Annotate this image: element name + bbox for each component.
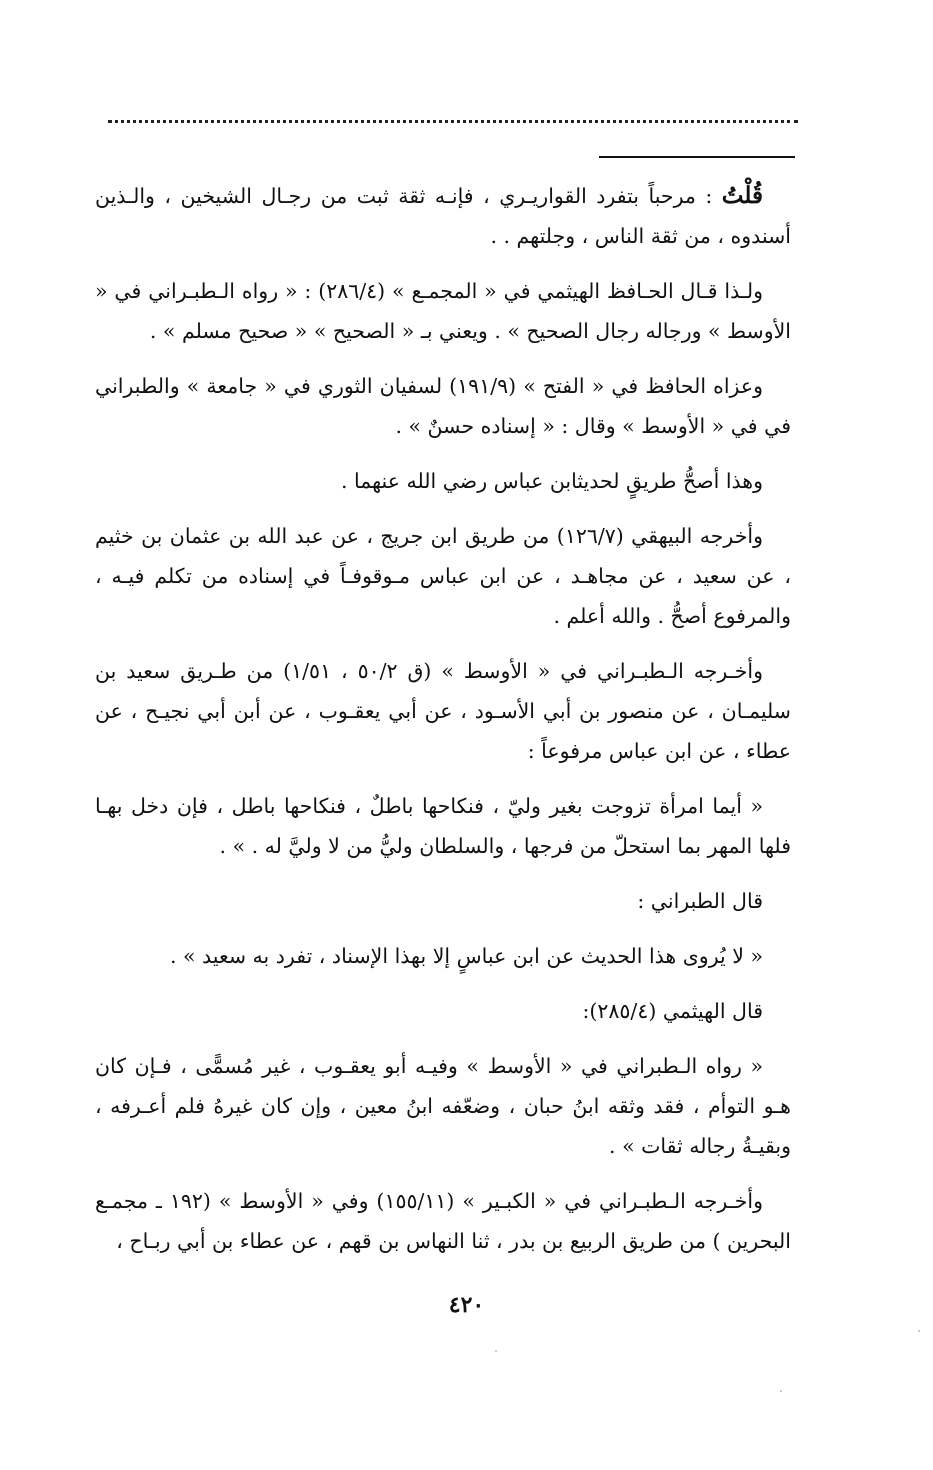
paragraph-12: وأخـرجه الـطبـراني في « الكبـير » (١٥٥/١١) وفي « الأوسط » (١٩٢ ـ مجمـع البحرين ) من طريق الربيع بن بدر ، ثنا النهاس بن قهم ، عن عطاء بن أبي ربـاح ، (95, 1189, 791, 1253)
paragraph-11: « رواه الـطبراني في « الأوسط » وفيـه أبو يعقـوب ، غير مُسمًّى ، فـإن كان هـو التوأم ، فقد وثقه ابنُ حبان ، وضعّفه ابنُ معين ، وإن كان غيرهُ فلم أعـرفه ، وبقيـةُ رجاله ثقات » . (95, 1054, 791, 1158)
paragraph-8: قال الطبراني : (637, 889, 763, 913)
paragraph-7: « أيما امرأة تزوجت بغير وليّ ، فنكاحها باطلٌ ، فنكاحها باطل ، فإن دخل بهـا فلها المهر بما استحلّ من فرجها ، والسلطان وليُّ من لا وليَّ له . » . (95, 794, 791, 858)
page-number: ٤٢٠ (448, 1292, 485, 1318)
scan-speck (780, 1390, 782, 1392)
paragraph-4: وهذا أصحُّ طريقٍ لحديثابن عباس رضي الله عنهما . (340, 469, 763, 493)
scan-speck (495, 1350, 497, 1352)
paragraph-text: : مرحباً بتفرد القواريـري ، فإنـه ثقة ثبت من رجـال الشيخين ، والـذين أسندوه ، من ثقة الناس ، وجلتهم . . (95, 184, 791, 248)
scan-speck (918, 1330, 920, 1332)
page-body (95, 176, 791, 1276)
paragraph-lead-word: قُلْتُ (721, 182, 763, 209)
paragraph-1 (95, 176, 791, 256)
paragraph-10: قال الهيثمي (٢٨٥/٤): (582, 999, 763, 1023)
paragraph-5: وأخرجه البيهقي (١٢٦/٧) من طريق ابن جريج ، عن عبد الله بن عثمان بن خثيم ، عن سعيد ، عن مجاهـد ، عن ابن عباس مـوقوفـاً في إسناده من تكلم فيـه ، والمرفوع أصحُّ . والله أعلم . (95, 524, 791, 628)
footnote-rule (599, 156, 795, 158)
dotted-separator (108, 120, 798, 123)
paragraph-3: وعزاه الحافظ في « الفتح » (١٩١/٩) لسفيان الثوري في « جامعة » والطبراني في في « الأوسط » وقال : « إسناده حسنٌ » . (95, 374, 791, 438)
paragraph-6: وأخـرجه الـطبـراني في « الأوسط » (ق ٥٠/٢ ، ١/٥١) من طـريق سعيد بن سليمـان ، عن منصور بن أبي الأسـود ، عن أبي يعقـوب ، عن أبن أبي نجيـح ، عن عطاء ، عن ابن عباس مرفوعاً : (95, 659, 791, 763)
paragraph-9: « لا يُروى هذا الحديث عن ابن عباسٍ إلا بهذا الإسناد ، تفرد به سعيد » . (169, 944, 763, 968)
paragraph-2: ولـذا قـال الحـافظ الهيثمي في « المجمـع » (٢٨٦/٤) : « رواه الـطبـراني في « الأوسط » ورجاله رجال الصحيح » . ويعني بـ « الصحيح » « صحيح مسلم » . (95, 279, 791, 343)
